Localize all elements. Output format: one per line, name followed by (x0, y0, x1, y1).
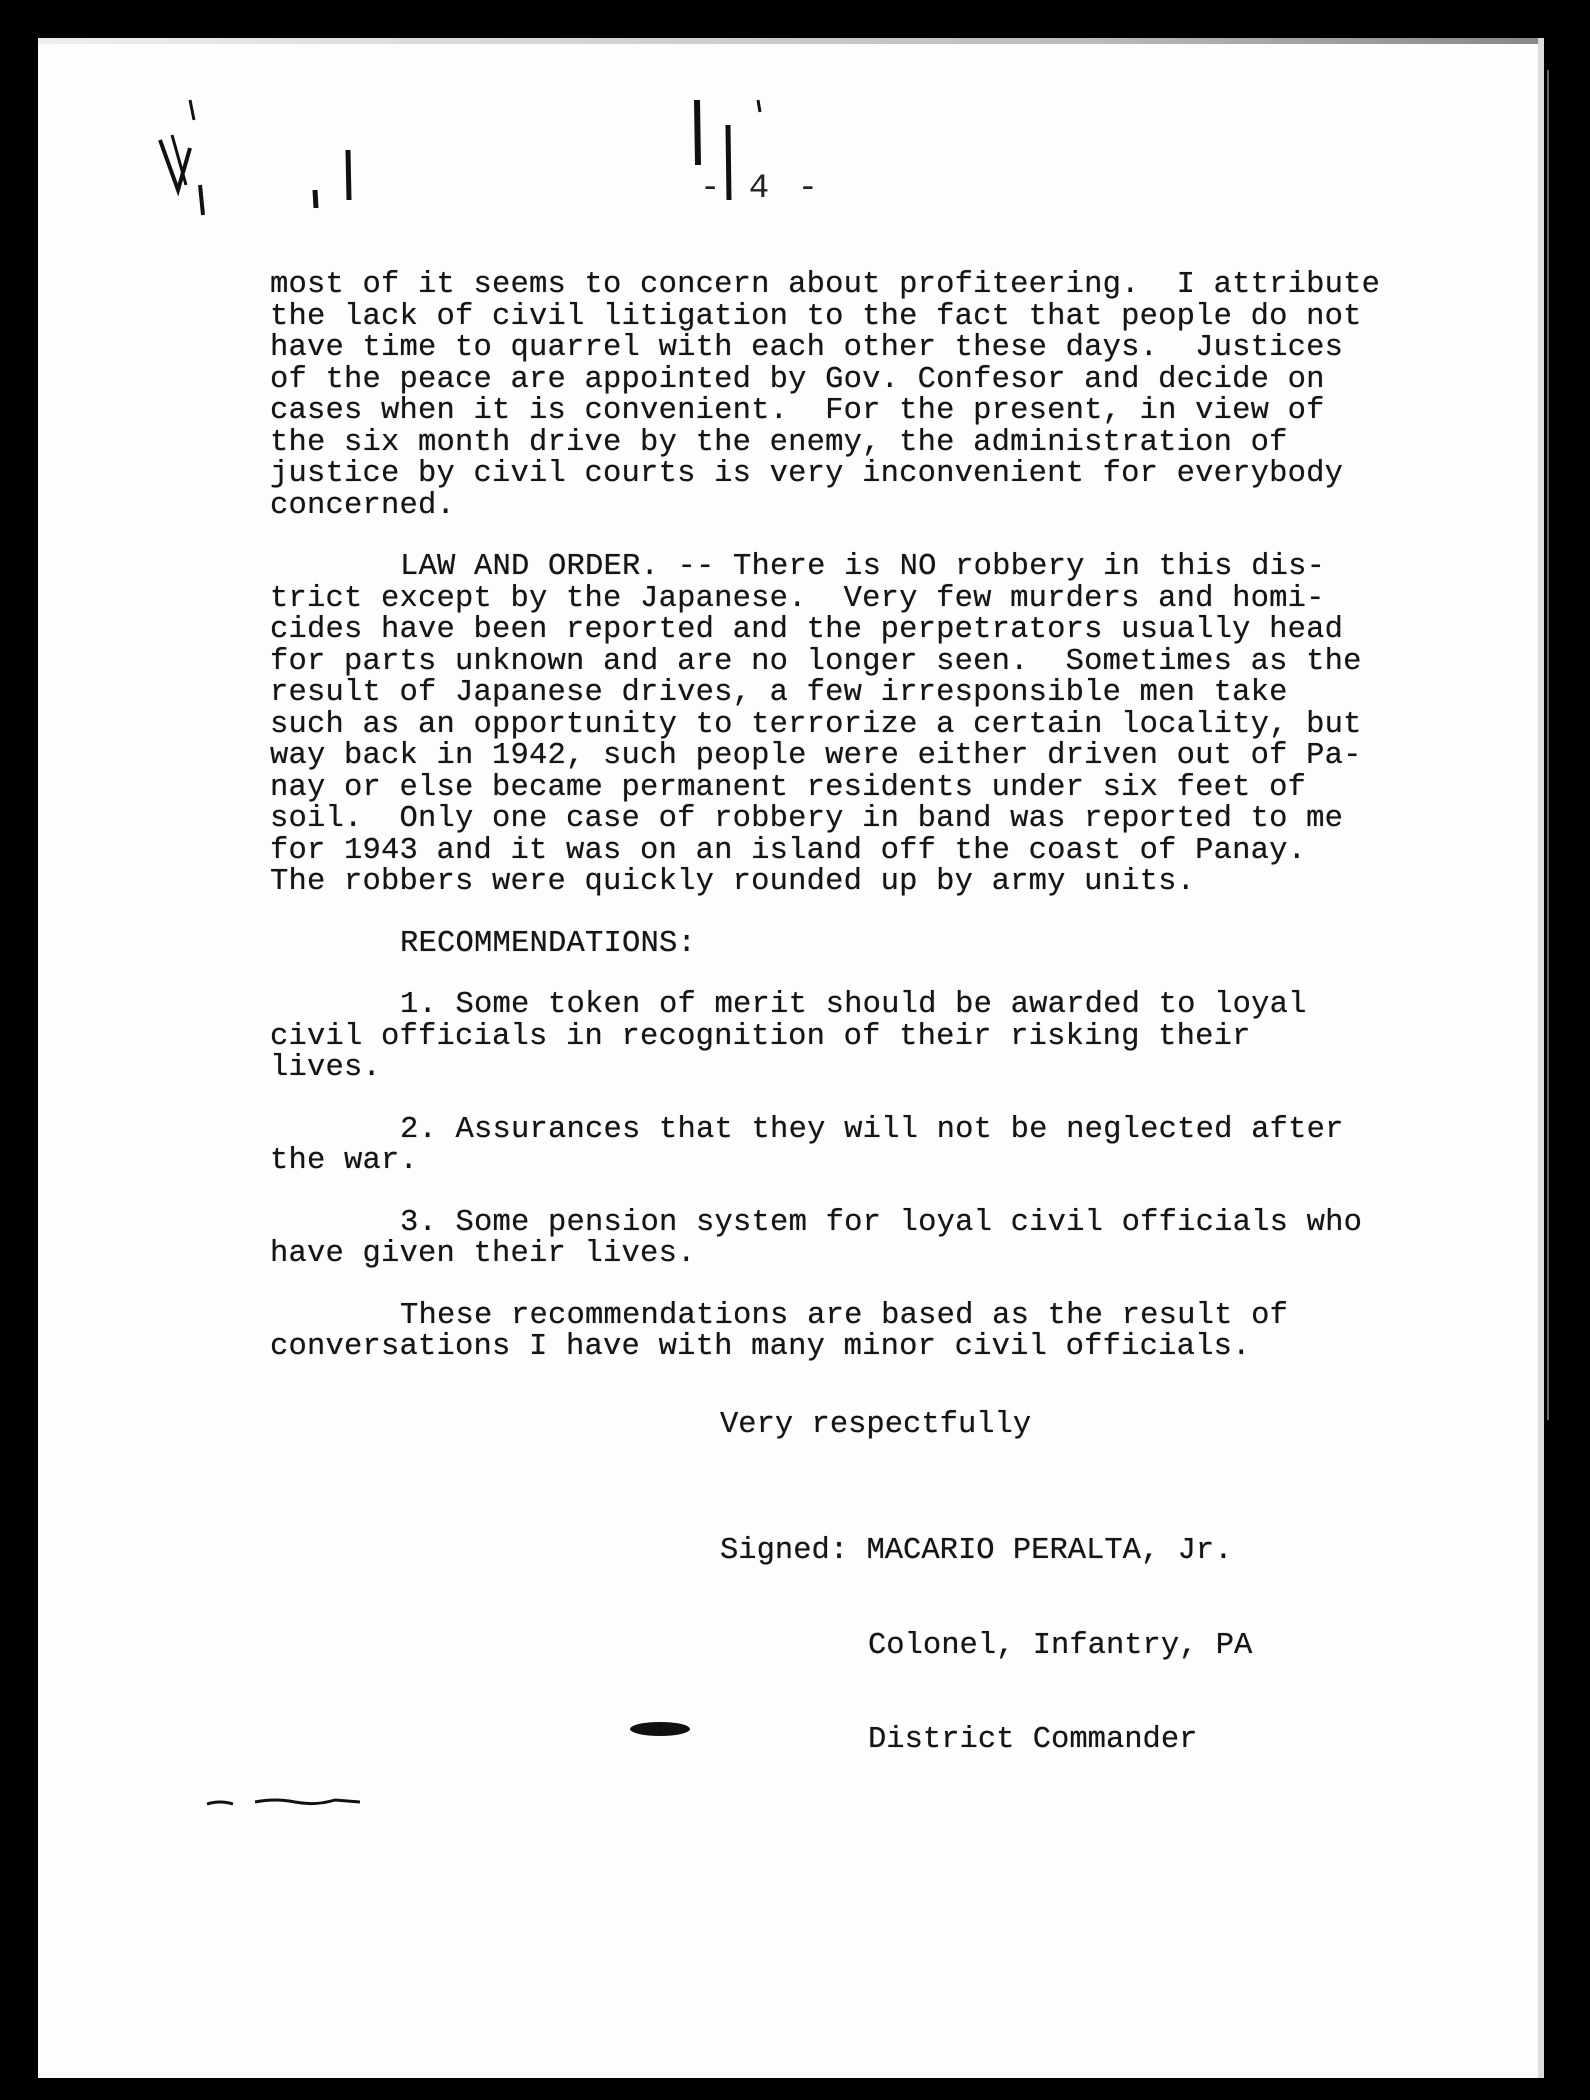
text-line: 3. Some pension system for loyal civil officials who (400, 1205, 1363, 1240)
paragraph-civil-courts (270, 270, 1420, 522)
text-line: most of it seems to concern about profiteering. I attribute (270, 268, 1381, 302)
closing: Very respectfully (720, 1408, 1032, 1442)
text-line: conversations I have with many minor civil officials. (270, 1330, 1251, 1364)
text-line: the lack of civil litigation to the fact that people do not (270, 299, 1362, 334)
text-line: have given their lives. (270, 1237, 696, 1271)
paragraph-law-and-order (270, 552, 1420, 899)
text-line: soil. Only one case of robbery in band was reported to me (270, 802, 1344, 836)
paragraph-rec-1 (270, 990, 1420, 1085)
text-line: LAW AND ORDER. -- There is NO robbery in this dis- (400, 550, 1326, 584)
page-number: - 4 - (700, 170, 823, 208)
signature-block (720, 1473, 1252, 1788)
text-line: have time to quarrel with each other these days. Justices (270, 331, 1344, 365)
signatory-rank: Colonel, Infantry, PA (868, 1628, 1253, 1663)
ink-blot (630, 1722, 690, 1736)
text-line: such as an opportunity to terrorize a certain locality, but (270, 707, 1362, 742)
text-line: the war. (270, 1144, 419, 1178)
signatory-name: MACARIO PERALTA, Jr. (866, 1534, 1233, 1568)
text-line: concerned. (270, 488, 456, 523)
text-line: trict except by the Japanese. Very few murders and homi- (270, 581, 1325, 616)
text-line: 1. Some token of merit should be awarded to loyal (400, 988, 1307, 1022)
paragraph-rec-2 (270, 1112, 1420, 1178)
text-line: result of Japanese drives, a few irresponsible men take (270, 676, 1288, 710)
text-line: civil officials in recognition of their risking their (270, 1019, 1251, 1054)
text-line: cases when it is convenient. For the present, in view of (270, 394, 1325, 428)
paragraph-basis (270, 1298, 1420, 1364)
signature-lead: Signed: (720, 1534, 867, 1568)
text-line: RECOMMENDATIONS: (400, 926, 697, 961)
text-line: 2. Assurances that they will not be neglected after (400, 1112, 1344, 1147)
signatory-title: District Commander (868, 1723, 1198, 1757)
text-line: of the peace are appointed by Gov. Confesor and decide on (270, 362, 1325, 397)
paragraph-rec-3 (270, 1205, 1420, 1271)
text-line: lives. (270, 1051, 382, 1085)
text-line: The robbers were quickly rounded up by army units. (270, 865, 1196, 899)
text-line: nay or else became permanent residents under six feet of (270, 770, 1307, 805)
text-line: for parts unknown and are no longer seen. Sometimes as the (270, 644, 1362, 679)
text-line: for 1943 and it was on an island off the coast of Panay. (270, 833, 1307, 868)
ink-scribble (205, 1792, 365, 1812)
paragraph-recommendations-heading (270, 926, 1420, 961)
text-line: the six month drive by the enemy, the administration of (270, 425, 1288, 460)
text-line: way back in 1942, such people were either driven out of Pa- (270, 739, 1362, 773)
text-line: cides have been reported and the perpetrators usually head (270, 613, 1344, 647)
letter-body (270, 270, 1420, 1364)
text-line: justice by civil courts is very inconvenient for everybody (270, 457, 1344, 491)
text-line: These recommendations are based as the result of (400, 1298, 1289, 1333)
